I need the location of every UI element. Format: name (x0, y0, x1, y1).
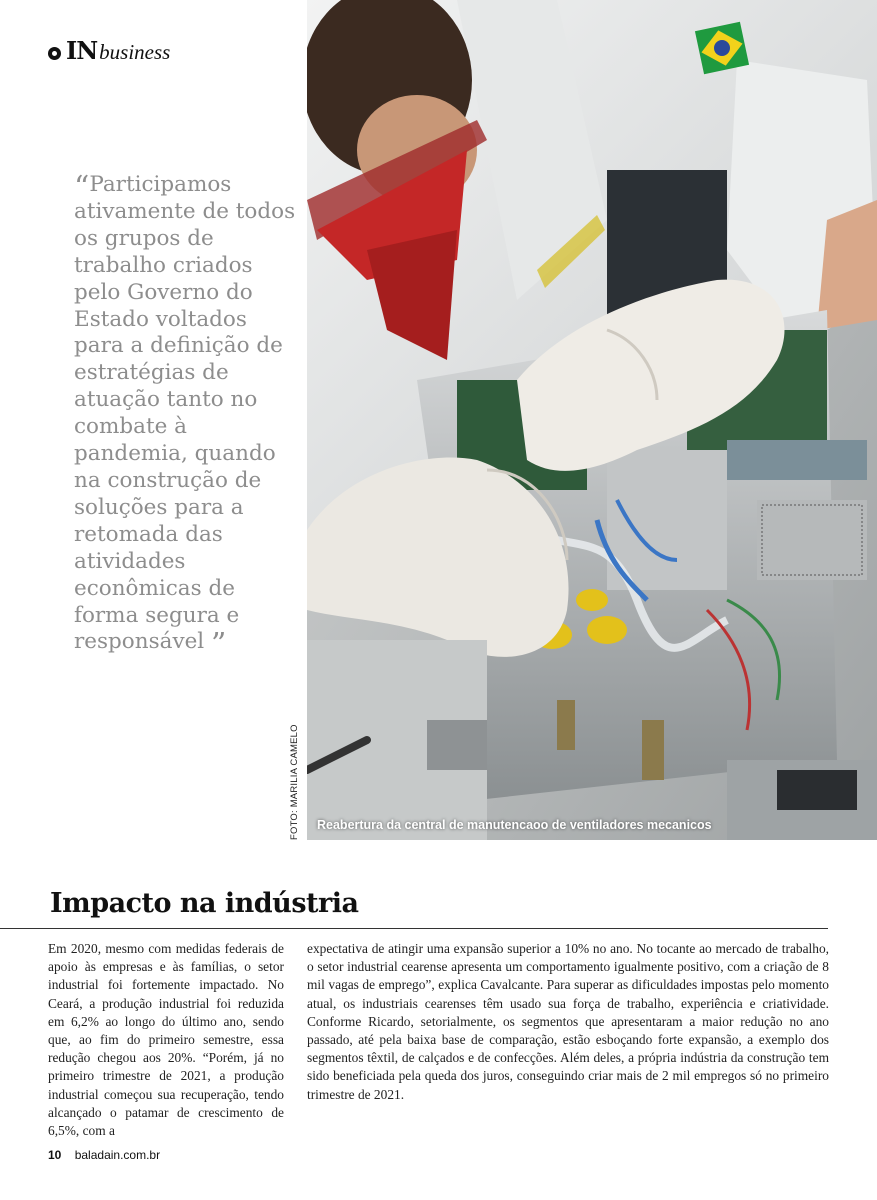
pull-quote (74, 170, 302, 663)
article-photo (307, 0, 877, 840)
quote-open-mark: “ (74, 170, 90, 205)
article-heading: Impacto na indústria (50, 888, 359, 919)
photo-caption: Reabertura da central de manutencaoo de ventiladores mecanicos (317, 818, 712, 832)
page-number: 10 (48, 1148, 62, 1162)
footer-site: baladain.com.br (74, 1148, 161, 1162)
pull-quote-text: Participamos ativamente de todos os grupos de trabalho criados pelo Governo do Estado voltados para a definição de estratégias de atuação tanto no combate à pandemia, quando na construção de soluções para a retomada das atividades econômicas de forma segura e responsável (74, 172, 296, 655)
section-logo (48, 36, 170, 66)
quote-close-mark: ” (211, 627, 227, 663)
page-footer (48, 1148, 160, 1162)
logo-dot-icon (48, 47, 61, 60)
photo-credit: FOTO: MARILIA CAMELO (289, 724, 300, 840)
article-column-2: expectativa de atingir uma expansão superior a 10% no ano. No tocante ao mercado de trabalho, o setor industrial cearense apresenta um comportamento igualmente positivo, com a criação de 8 mil vagas de emprego”, explica Cavalcante. Para superar as dificuldades impostas pelo momento atual, os industriais cearenses têm usado sua força de trabalho, experiência e criatividade. Conforme Ricardo, setorialmente, os segmentos que apresentaram a maior redução no ano passado, até pela baixa base de comparação, estão esboçando forte expansão, a exemplo dos segmentos têxtil, de calçados e de confecções. Além deles, a própria indústria da construção tem sido beneficiada pela queda dos juros, conseguindo criar mais de 2 mil empregos só no primeiro trimestre de 2021. (307, 941, 829, 1102)
technician-repairing-ventilator-image (307, 0, 877, 840)
section-name: business (99, 40, 171, 64)
heading-rule (0, 928, 828, 929)
logo-in-text: IN (66, 36, 98, 65)
article-column-1: Em 2020, mesmo com medidas federais de apoio às empresas e às famílias, o setor industrial foi fortemente impactado. No Ceará, a produção industrial foi reduzida em 6,2% ao longo do último ano, sendo que, ao fim do primeiro semestre, essa redução chegou aos 20%. “Porém, já no primeiro trimestre de 2021, a produção industrial começou sua recuperação, tendo alcançado o patamar de crescimento de 6,5%, com a (48, 941, 284, 1139)
